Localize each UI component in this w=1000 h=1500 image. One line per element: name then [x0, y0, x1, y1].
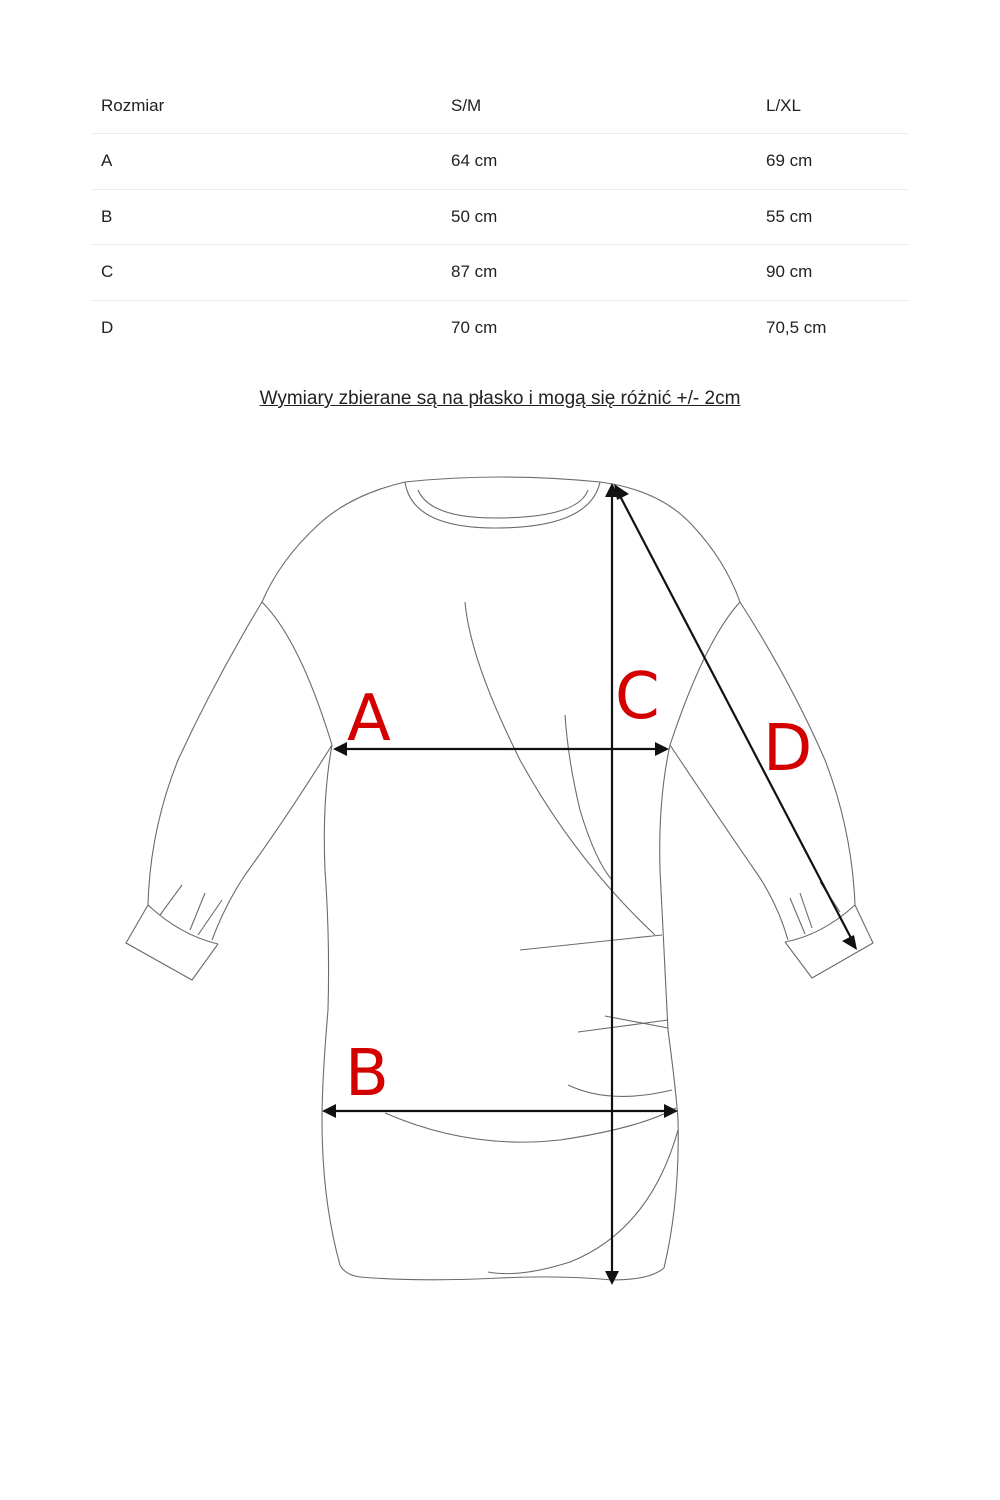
- table-cell: 70 cm: [451, 317, 498, 337]
- table-cell: A: [101, 151, 113, 171]
- measurement-arrows: [322, 483, 857, 1285]
- table-cell: 70,5 cm: [766, 317, 827, 337]
- table-cell: 64 cm: [451, 151, 498, 171]
- table-header-cell: L/XL: [766, 95, 801, 115]
- table-row: [92, 301, 908, 356]
- arrowhead: [655, 742, 669, 756]
- measure-label-d: D: [763, 712, 813, 786]
- arrowhead: [322, 1104, 336, 1118]
- table-row: [92, 134, 908, 190]
- size-table: [92, 78, 908, 355]
- table-cell: B: [101, 206, 113, 226]
- table-header-row: [92, 78, 908, 134]
- arrowhead: [842, 935, 857, 950]
- arrowhead: [605, 1271, 619, 1285]
- measure-label-c: C: [615, 660, 660, 734]
- garment-diagram: [0, 440, 1000, 1320]
- table-header-cell: Rozmiar: [101, 95, 165, 115]
- table-row: [92, 190, 908, 246]
- table-cell: C: [101, 262, 114, 282]
- table-cell: 90 cm: [766, 262, 813, 282]
- arrowhead: [664, 1104, 678, 1118]
- dress-outline: [126, 477, 873, 1280]
- table-row: [92, 245, 908, 301]
- measure-label-b: B: [345, 1037, 389, 1111]
- table-cell: 50 cm: [451, 206, 498, 226]
- table-header-cell: S/M: [451, 95, 482, 115]
- table-cell: 87 cm: [451, 262, 498, 282]
- measure-label-a: A: [347, 682, 391, 756]
- measurement-note: Wymiary zbierane są na płasko i mogą się różnić +/- 2cm: [259, 388, 741, 409]
- table-cell: 69 cm: [766, 151, 813, 171]
- table-cell: D: [101, 317, 114, 337]
- arrowhead: [333, 742, 347, 756]
- table-cell: 55 cm: [766, 206, 813, 226]
